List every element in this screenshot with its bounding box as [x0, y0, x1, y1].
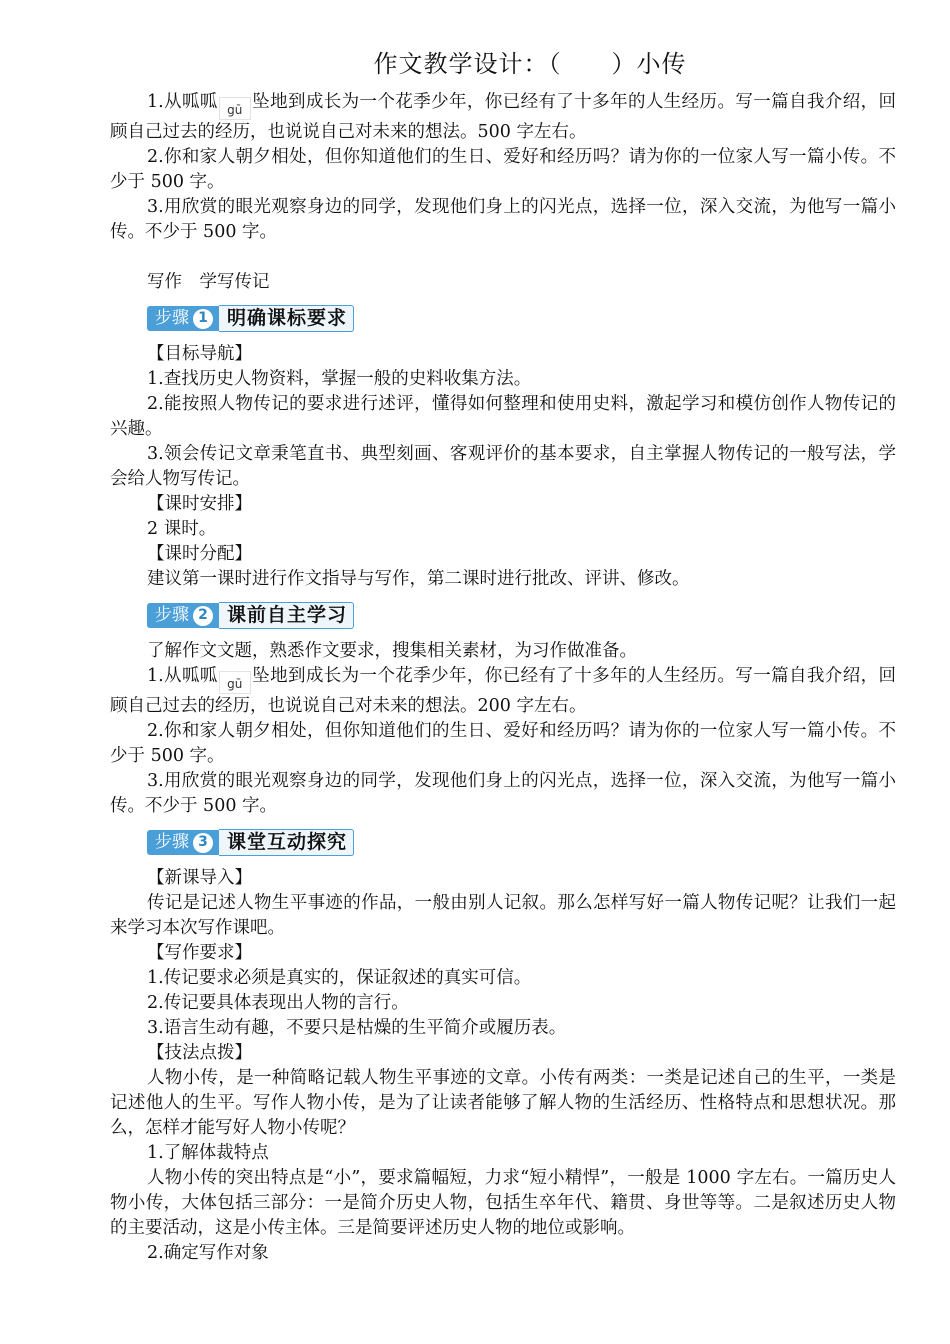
tip-2-title: 2.确定写作对象	[147, 1243, 269, 1263]
tips-intro: 人物小传，是一种简略记载人物生平事迹的文章。小传有两类：一类是记述自己的生平，一类是记述他人的生平。写作人物小传，是为了让读者能够了解人物的生活经历、性格特点和思想状况。那么，怎样才能写好人物小传呢？	[110, 1068, 896, 1138]
goal-item: 3.领会传记文章秉笔直书、典型刻画、客观评价的基本要求，自主掌握人物传记的一般写法，学会给人物写传记。	[110, 444, 896, 489]
requirement-item: 1.传记要求必须是真实的，保证叙述的真实可信。	[147, 968, 532, 988]
step-label: 课前自主学习	[219, 602, 354, 629]
schedule-text: 2 课时。	[147, 519, 217, 539]
step-label: 明确课标要求	[219, 305, 354, 332]
tip-1-title: 1.了解体裁特点	[147, 1143, 269, 1163]
goal-header: 【目标导航】	[147, 344, 252, 364]
intro-item-2: 2.你和家人朝夕相处，但你知道他们的生日、爱好和经历吗？请为你的一位家人写一篇小传。不少于 500 字。	[110, 147, 896, 192]
tips-header: 【技法点拨】	[147, 1043, 252, 1063]
import-text: 传记是记述人物生平事迹的作品，一般由别人记叙。那么怎样写好一篇人物传记呢？让我们一起来学习本次写作课吧。	[110, 893, 896, 938]
step2-item-3: 3.用欣赏的眼光观察身边的同学，发现他们身上的闪光点，选择一位，深入交流，为他写一篇小传。不少于 500 字。	[110, 771, 896, 816]
schedule-header: 【课时安排】	[147, 494, 252, 514]
step2-item-1: 1.从呱呱 gū 坠地到成长为一个花季少年，你已经有了十多年的人生经历。写一篇自我介绍，回顾自己过去的经历，也说说自己对未来的想法。200 字左右。	[110, 666, 896, 716]
intro-item-1: 1.从呱呱 gū 坠地到成长为一个花季少年，你已经有了十多年的人生经历。写一篇自我介绍，回顾自己过去的经历，也说说自己对未来的想法。500 字左右。	[110, 92, 896, 142]
step-label: 课堂互动探究	[219, 829, 354, 856]
goal-item: 2.能按照人物传记的要求进行述评，懂得如何整理和使用史料，激起学习和模仿创作人物传记的兴趣。	[110, 394, 896, 439]
step-2-banner	[147, 602, 354, 629]
goal-item: 1.查找历史人物资料，掌握一般的史料收集方法。	[147, 369, 532, 389]
requirement-item: 2.传记要具体表现出人物的言行。	[147, 993, 409, 1013]
step-number-icon: 2	[193, 606, 213, 626]
section-heading: 写作 学写传记	[147, 272, 270, 292]
step-number-icon: 3	[193, 833, 213, 853]
intro-item-3: 3.用欣赏的眼光观察身边的同学，发现他们身上的闪光点，选择一位，深入交流，为他写一篇小传。不少于 500 字。	[110, 197, 896, 242]
step-tag: 步骤 2	[147, 603, 219, 628]
tip-1-text: 人物小传的突出特点是“小”，要求篇幅短，力求“短小精悍”，一般是 1000 字左右。一篇历史人物小传，大体包括三部分：一是简介历史人物，包括生卒年代、籍贯、身世等等。二是叙述历史人物的主要活动，这是小传主体。三是简要评述历史人物的地位或影响。	[110, 1168, 896, 1238]
step-tag: 步骤 3	[147, 830, 219, 855]
requirement-item: 3.语言生动有趣，不要只是枯燥的生平简介或履历表。	[147, 1018, 567, 1038]
requirement-header: 【写作要求】	[147, 943, 252, 963]
import-header: 【新课导入】	[147, 868, 252, 888]
step-3-banner	[147, 829, 354, 856]
step2-intro: 了解作文文题，熟悉作文要求，搜集相关素材，为习作做准备。	[147, 641, 637, 661]
pinyin-annotation: gū	[219, 671, 251, 694]
pinyin-annotation: gū	[219, 97, 251, 120]
step-number-icon: 1	[193, 309, 213, 329]
document-body	[110, 90, 896, 1266]
step-1-banner	[147, 305, 354, 332]
step2-item-2: 2.你和家人朝夕相处，但你知道他们的生日、爱好和经历吗？请为你的一位家人写一篇小传。不少于 500 字。	[110, 721, 896, 766]
allot-header: 【课时分配】	[147, 544, 252, 564]
allot-text: 建议第一课时进行作文指导与写作，第二课时进行批改、评讲、修改。	[147, 569, 690, 589]
page-title: 作文教学设计：（ ）小传	[373, 50, 687, 78]
step-tag: 步骤 1	[147, 306, 219, 331]
